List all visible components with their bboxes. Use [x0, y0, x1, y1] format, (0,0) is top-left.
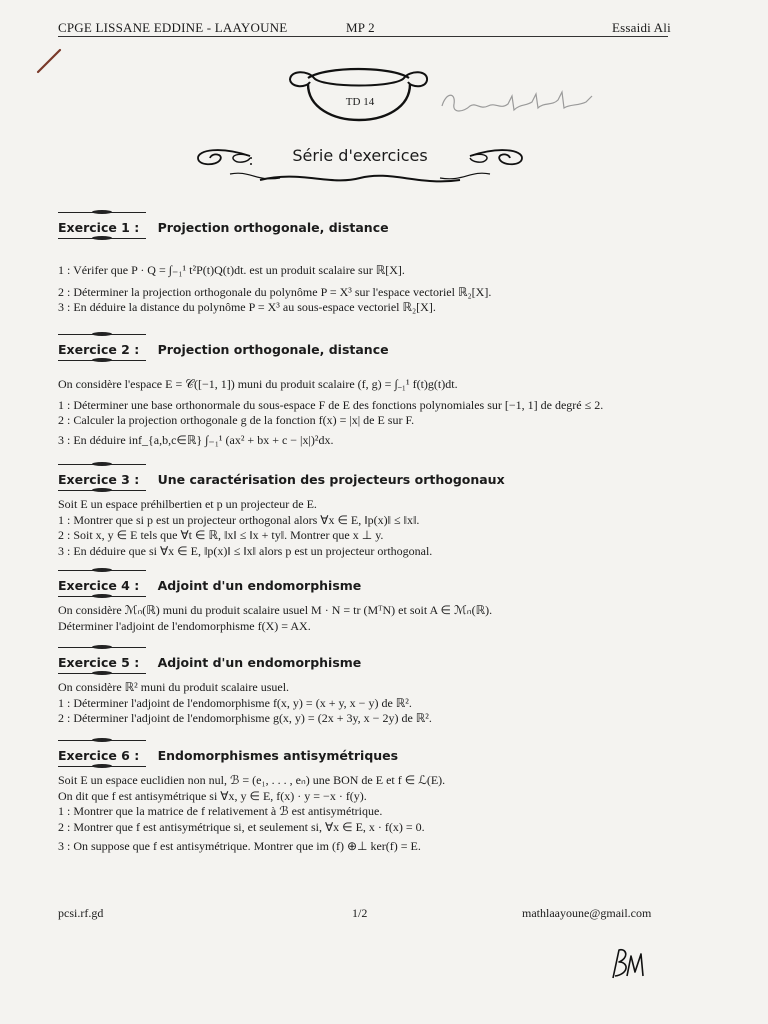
exercise-line: On considère ℝ² muni du produit scalaire usuel. [58, 680, 290, 694]
exercise-line: Déterminer l'adjoint de l'endomorphisme f(X) = AX. [58, 618, 311, 633]
exercise-5 [58, 647, 698, 727]
exercise-body [58, 773, 698, 855]
exercise-3-heading [58, 464, 698, 487]
exercise-number: Exercice 3 : [58, 472, 140, 487]
exercise-number: Exercice 5 : [58, 655, 140, 670]
handwritten-scribble [436, 84, 606, 124]
exercise-line: 1 : Déterminer l'adjoint de l'endomorphisme f(x, y) = (x + y, x − y) de ℝ². [58, 695, 412, 710]
exercise-line: 2 : Soit x, y ∈ E tels que ∀t ∈ ℝ, ‖x‖ ≤ ‖x + ty‖. Montrer que x ⊥ y. [58, 528, 384, 542]
exercise-number: Exercice 6 : [58, 748, 140, 763]
exercise-2 [58, 334, 698, 448]
heading-rule [58, 570, 146, 572]
exercise-title: Adjoint d'un endomorphisme [157, 578, 362, 593]
heading-rule [58, 464, 146, 466]
exercise-line: 1 : Montrer que si p est un projecteur orthogonal alors ∀x ∈ E, ‖p(x)‖ ≤ ‖x‖. [58, 512, 420, 527]
exercise-4 [58, 570, 698, 634]
exercise-line: 2 : Déterminer la projection orthogonale du polynôme P = X³ sur l'espace vectoriel ℝ₂[X]. [58, 284, 492, 299]
heading-rule [58, 490, 146, 492]
heading-rule [58, 596, 146, 598]
exercise-1 [58, 212, 698, 316]
exercise-line: 2 : Montrer que f est antisymétrique si, et seulement si, ∀x ∈ E, x · f(x) = 0. [58, 819, 425, 834]
exercise-line: Soit E un espace euclidien non nul, ℬ = (e₁, . . . , eₙ) une BON de E et f ∈ ℒ(E). [58, 773, 446, 787]
exercise-body [58, 263, 698, 316]
exercise-title: Projection orthogonale, distance [157, 220, 389, 235]
exercise-title: Endomorphismes antisymétriques [157, 748, 399, 763]
exercise-2-heading [58, 334, 698, 357]
exercise-6-heading [58, 740, 698, 763]
exercise-line: 3 : En déduire la distance du polynôme P = X³ au sous-espace vectoriel ℝ₂[X]. [58, 300, 436, 314]
exercise-body [58, 497, 698, 559]
exercise-1-heading [58, 212, 698, 235]
exercise-line: On considère ℳₙ(ℝ) muni du produit scalaire usuel M · N = tr (MᵀN) et soit A ∈ ℳₙ(ℝ). [58, 603, 493, 617]
exercise-line: 2 : Déterminer l'adjoint de l'endomorphisme g(x, y) = (2x + 3y, x − 2y) de ℝ². [58, 711, 432, 725]
td-label: TD 14 [345, 96, 375, 108]
heading-rule [58, 740, 146, 742]
exercise-5-heading [58, 647, 698, 670]
exercise-line: On considère l'espace E = 𝒞([−1, 1]) muni du produit scalaire (f, g) = ∫₋₁¹ f(t)g(t)dt. [58, 377, 458, 391]
heading-rule [58, 673, 146, 675]
heading-rule [58, 334, 146, 336]
header-rule [58, 36, 668, 37]
exercise-number: Exercice 4 : [58, 578, 140, 593]
exercise-line: 1 : Déterminer une base orthonormale du sous-espace F de E des fonctions polynomiales sur [−1, 1] de degré ≤ 2. [58, 397, 604, 412]
footer-email: mathlaayoune@gmail.com [522, 906, 652, 920]
pen-stroke-mark [34, 46, 64, 76]
heading-rule [58, 360, 146, 362]
exercise-number: Exercice 2 : [58, 342, 140, 357]
header-class: MP 2 [346, 20, 375, 35]
exercise-4-heading [58, 570, 698, 593]
exercise-body [58, 603, 698, 634]
handwritten-signature [605, 946, 651, 982]
heading-rule [58, 766, 146, 768]
exercise-body [58, 377, 698, 448]
series-title: Série d'exercices [292, 146, 428, 165]
exercise-3 [58, 464, 698, 559]
exercise-6 [58, 740, 698, 855]
exercise-line: 3 : En déduire que si ∀x ∈ E, ‖p(x)‖ ≤ ‖x‖ alors p est un projecteur orthogonal. [58, 543, 433, 558]
header-school: CPGE LISSANE EDDINE - LAAYOUNE [58, 20, 288, 35]
header-author: Essaidi Ali [612, 20, 671, 35]
heading-rule [58, 647, 146, 649]
exercise-line: 2 : Calculer la projection orthogonale g de la fonction f(x) = |x| de E sur F. [58, 413, 415, 427]
exercise-line: 3 : En déduire inf_{a,b,c∈ℝ} ∫₋₁¹ (ax² + bx + c − |x|)²dx. [58, 432, 334, 447]
exercise-number: Exercice 1 : [58, 220, 140, 235]
footer-page-number: 1/2 [352, 906, 368, 920]
exercise-title: Projection orthogonale, distance [157, 342, 389, 357]
exercise-line: Soit E un espace préhilbertien et p un projecteur de E. [58, 497, 317, 511]
exercise-title: Adjoint d'un endomorphisme [157, 655, 362, 670]
exercise-title: Une caractérisation des projecteurs orthogonaux [157, 472, 505, 487]
exercise-line: 3 : On suppose que f est antisymétrique. Montrer que im (f) ⊕⊥ ker(f) = E. [58, 839, 421, 853]
footer-site: pcsi.rf.gd [58, 906, 104, 920]
exercise-line: On dit que f est antisymétrique si ∀x, y ∈ E, f(x) · y = −x · f(y). [58, 788, 367, 803]
heading-rule [58, 238, 146, 240]
exercise-body [58, 680, 698, 727]
exercise-line: 1 : Vérifer que P · Q = ∫₋₁¹ t²P(t)Q(t)dt. est un produit scalaire sur ℝ[X]. [58, 263, 405, 277]
heading-rule [58, 212, 146, 214]
exercise-line: 1 : Montrer que la matrice de f relativement à ℬ est antisymétrique. [58, 804, 383, 818]
